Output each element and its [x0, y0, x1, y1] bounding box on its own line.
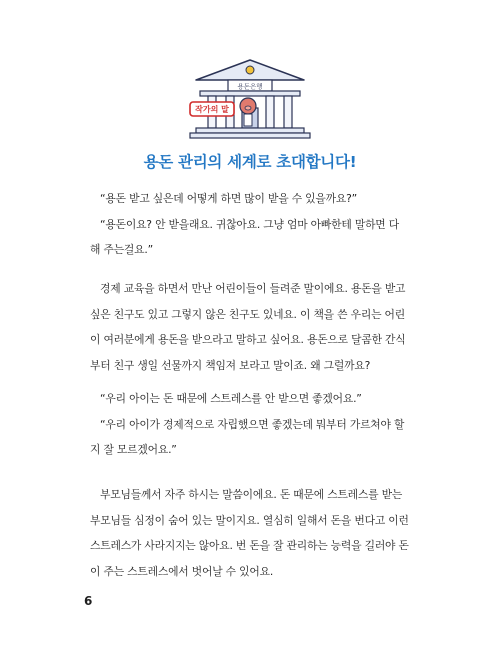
bank-column — [266, 96, 274, 128]
paragraph-text: 경제 교육을 하면서 만난 어린이들이 들려준 말이에요. 용돈을 받고 싶은 친구도 있고 그렇지 않은 친구도 있네요. 이 책을 쓴 우리는 어린이 여러분에게 용돈을 받으라고 말하고 싶어요. 용돈으로 달콤한 간식부터 친구 생일 선물까지 책임져 보라고 말이죠. 왜 그럴까요? — [90, 282, 406, 372]
quote-line: “용돈 받고 싶은데 어떻게 하면 많이 받을 수 있을까요?” — [100, 192, 357, 205]
chapter-title: 용돈 관리의 세계로 초대합니다! — [143, 153, 357, 171]
bank-sign-text: 용돈은행 — [237, 82, 263, 91]
character-body — [244, 114, 252, 126]
bank-entablature — [200, 91, 300, 96]
paragraph-text: 부모님들께서 자주 하시는 말씀이에요. 돈 때문에 스트레스를 받는 부모님들 심정이 숨어 있는 말이지요. 열심히 일해서 돈을 번다고 이런 스트레스가 사라지지는 않아요. 번 돈을 잘 관리하는 능력을 길러야 돈이 주는 스트레스에서 벗어날 수 있어요. — [90, 488, 409, 578]
quote-line: “우리 아이가 경제적으로 자립했으면 좋겠는데 뭐부터 가르쳐야 할지 잘 모르겠어요.” — [90, 417, 405, 457]
bank-column — [284, 96, 292, 128]
bank-step — [196, 128, 304, 133]
piggy-snout-icon — [245, 106, 251, 110]
body-paragraph — [90, 276, 410, 378]
dialogue-kids — [90, 186, 410, 263]
bank-step — [190, 133, 310, 138]
quote-line: “용돈이요? 안 받을래요. 귀찮아요. 그냥 엄마 아빠한테 말하면 다 해 주는걸요.” — [90, 217, 399, 257]
author-note-label: 작가의 말 — [195, 105, 229, 114]
dialogue-parents — [90, 386, 410, 463]
body-paragraph — [90, 482, 410, 584]
quote-line: “우리 아이는 돈 때문에 스트레스를 안 받으면 좋겠어요.” — [100, 392, 362, 405]
page-number: 6 — [84, 594, 93, 608]
coin-icon — [246, 66, 254, 74]
bank-illustration — [182, 58, 318, 140]
